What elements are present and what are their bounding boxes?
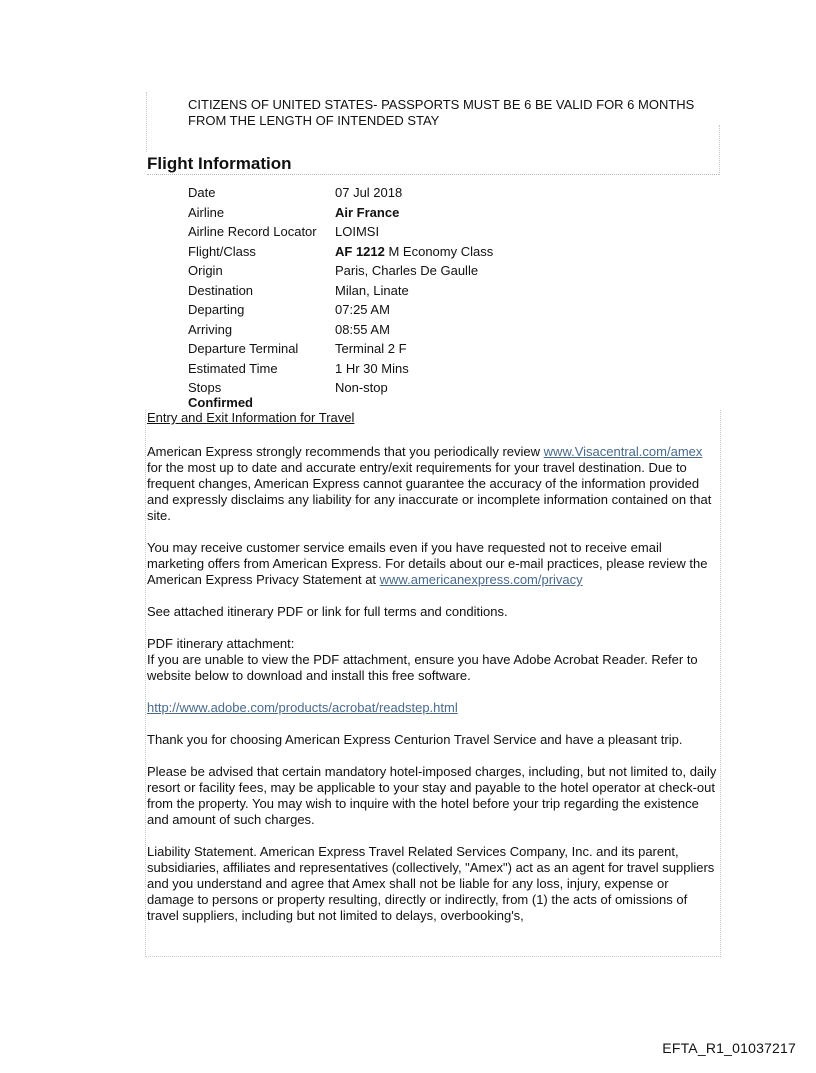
entry-exit-heading: Entry and Exit Information for Travel — [147, 410, 355, 425]
detail-label: Origin — [188, 263, 223, 278]
detail-row-departure-terminal — [188, 339, 493, 359]
adobe-paragraph — [147, 700, 719, 716]
visa-text-b: for the most up to date and accurate entry/exit requirements for your travel destination. Due to frequent changes, American Express cannot guarantee the accuracy of the information provided and expressly disclaims any liability for any inaccurate or incomplete information contained on that site. — [147, 460, 712, 523]
adobe-link[interactable]: http://www.adobe.com/products/acrobat/readstep.html — [147, 700, 458, 715]
detail-row-arriving — [188, 320, 493, 340]
booking-status: Confirmed — [188, 395, 253, 410]
flight-details — [188, 183, 493, 398]
detail-label: Airline — [188, 204, 225, 220]
visa-paragraph — [147, 444, 719, 524]
detail-label: Departure Terminal — [188, 341, 299, 356]
detail-row-record-locator — [188, 222, 493, 242]
privacy-link[interactable]: www.americanexpress.com/privacy — [379, 572, 583, 587]
detail-value: Milan, Linate — [335, 282, 409, 298]
detail-row-departing — [188, 300, 493, 320]
visa-text-a: American Express strongly recommends that you periodically review — [147, 444, 544, 459]
detail-row-estimated-time — [188, 359, 493, 379]
detail-label: Airline Record Locator — [188, 224, 317, 239]
detail-label: Flight/Class — [188, 243, 256, 259]
flight-class: M Economy Class — [384, 243, 494, 259]
itinerary-paragraph: See attached itinerary PDF or link for full terms and conditions. — [147, 604, 508, 619]
detail-label: Destination — [188, 282, 254, 298]
notice-line-2: FROM THE LENGTH OF INTENDED STAY — [188, 113, 440, 128]
left-border-rule — [146, 92, 148, 152]
liability-paragraph: Liability Statement. American Express Travel Related Services Company, Inc. and its parent, subsidiaries, affiliates and representatives (collectively, "Amex") act as an agent for travel suppliers and you understand and agree that Amex shall not be liable for any loss, injury, expense or damage to persons or property resulting, directly or indirectly, from (1) the acts of omissions of travel suppliers, including but not limited to delays, overbooking's, — [147, 844, 715, 923]
section-divider — [147, 174, 719, 175]
flight-info-title: Flight Information — [147, 154, 292, 173]
email-text: You may receive customer service emails even if you have requested not to receive email marketing offers from American Express. For details about our e-mail practices, please review the American Express Privacy Statement at — [147, 540, 708, 587]
visacentral-link[interactable]: www.Visacentral.com/amex — [543, 444, 703, 459]
detail-value: Non-stop — [335, 380, 388, 395]
detail-label: Date — [188, 185, 216, 200]
detail-value: 07 Jul 2018 — [335, 185, 403, 200]
terms-content — [147, 410, 719, 940]
document-id: EFTA_R1_01037217 — [662, 1040, 796, 1056]
detail-value — [335, 242, 493, 262]
detail-row-destination — [188, 281, 493, 301]
passport-notice — [188, 97, 728, 129]
detail-value: 1 Hr 30 Mins — [335, 360, 409, 376]
thanks-paragraph: Thank you for choosing American Express Centurion Travel Service and have a pleasant trip. — [147, 732, 683, 747]
pdf-paragraph — [147, 636, 719, 684]
notice-line-1: CITIZENS OF UNITED STATES- PASSPORTS MUST BE 6 BE VALID FOR 6 MONTHS — [188, 97, 695, 112]
detail-value: 07:25 AM — [335, 302, 390, 317]
hotel-charges-paragraph: Please be advised that certain mandatory hotel-imposed charges, including, but not limited to, daily resort or facility fees, may be applicable to your stay and payable to the hotel operator at check-out from the property. You may wish to inquire with the hotel before your trip regarding the existence and amount of such charges. — [147, 764, 717, 827]
detail-label: Estimated Time — [188, 360, 278, 376]
detail-row-airline — [188, 203, 493, 223]
detail-value: Terminal 2 F — [335, 341, 407, 356]
flight-number: AF 1212 — [335, 243, 385, 259]
pdf-line-2: If you are unable to view the PDF attachment, ensure you have Adobe Acrobat Reader. Refer to website below to download and install this free software. — [147, 652, 698, 683]
detail-value: 08:55 AM — [335, 321, 390, 337]
detail-row-origin — [188, 261, 493, 281]
detail-row-date — [188, 183, 493, 203]
detail-label: Stops — [188, 380, 222, 395]
right-border-rule — [719, 125, 721, 175]
detail-label: Departing — [188, 302, 245, 317]
detail-label: Arriving — [188, 321, 233, 337]
pdf-line-1: PDF itinerary attachment: — [147, 636, 295, 651]
detail-value: Air France — [335, 204, 400, 220]
detail-value: LOIMSI — [335, 224, 380, 239]
detail-value: Paris, Charles De Gaulle — [335, 263, 479, 278]
detail-row-flight-class — [188, 242, 493, 262]
email-paragraph — [147, 540, 719, 588]
